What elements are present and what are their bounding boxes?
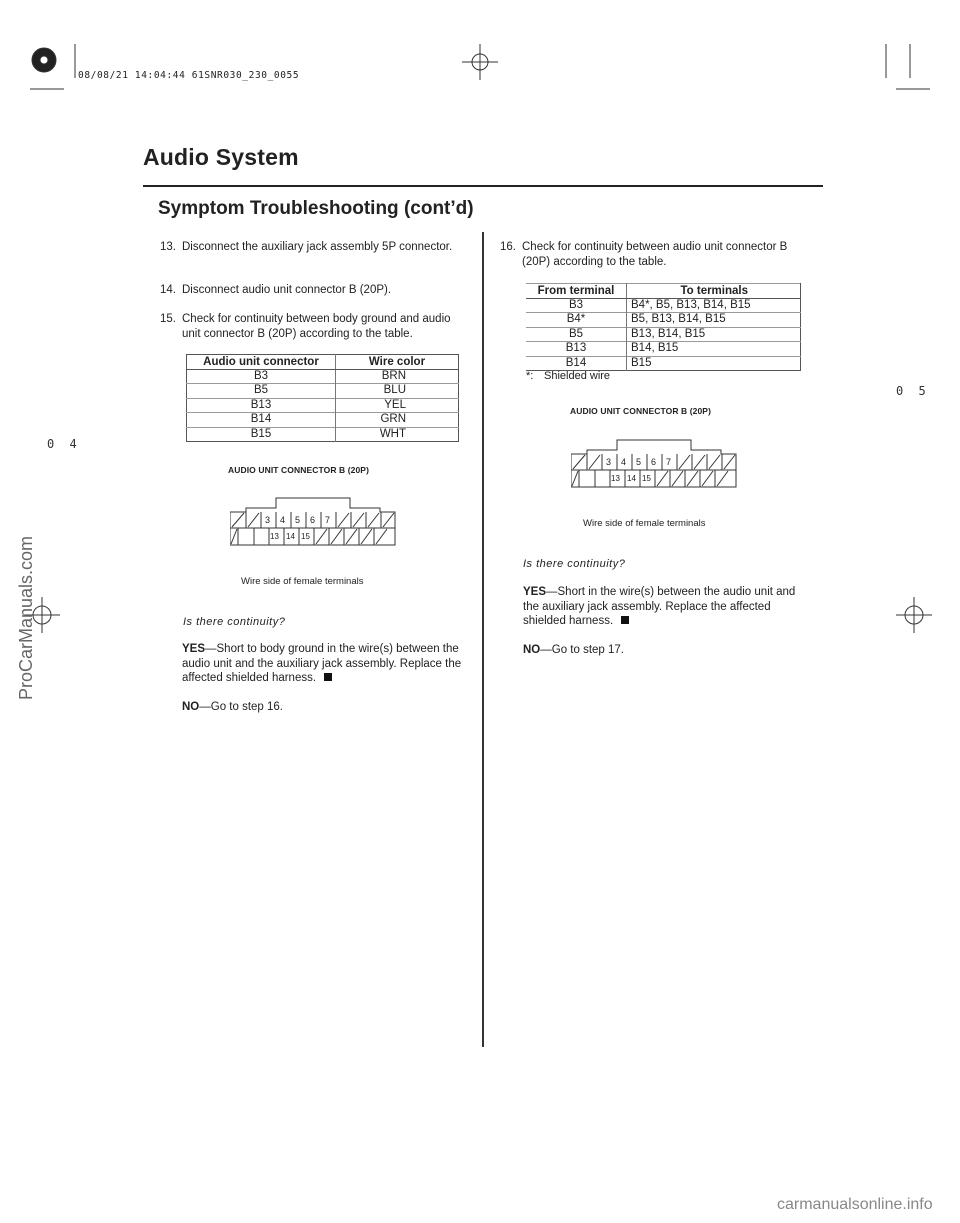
pin-number: 7 xyxy=(666,457,672,467)
table-cell: B13, B14, B15 xyxy=(627,327,801,341)
table-cell: B14 xyxy=(187,413,336,427)
table-header: To terminals xyxy=(627,284,801,299)
dash: — xyxy=(205,643,217,655)
step-text: Check for continuity between body ground and audio unit connector B (20P) according to the table. xyxy=(182,313,451,340)
table-cell: B5 xyxy=(526,327,627,341)
pin-number: 3 xyxy=(265,515,271,525)
title-rule xyxy=(143,185,823,187)
step-13 xyxy=(160,240,465,255)
dash: — xyxy=(540,644,552,656)
section-subtitle: Symptom Troubleshooting (cont’d) xyxy=(158,198,474,219)
table-row xyxy=(526,313,801,327)
yes-text: Short in the wire(s) between the audio unit and the auxiliary jack assembly. Replace the affected shielded harness. xyxy=(523,586,796,627)
no-result xyxy=(523,643,803,658)
step-text: Check for continuity between audio unit connector B (20P) according to the table. xyxy=(522,241,788,268)
table-row xyxy=(187,384,459,398)
pin-number: 13 xyxy=(611,474,620,483)
pin-number: 13 xyxy=(270,532,279,541)
no-label: NO xyxy=(182,701,200,713)
end-mark-icon xyxy=(621,616,629,624)
pin-number: 5 xyxy=(636,457,642,467)
connector-diagram xyxy=(230,494,396,546)
table-cell: B4* xyxy=(526,313,627,327)
table-cell: B4*, B5, B13, B14, B15 xyxy=(627,299,801,313)
footnote-mark: *: xyxy=(526,370,534,382)
page-marker-right: 0 5 xyxy=(896,384,930,398)
no-result xyxy=(182,700,464,715)
yes-label: YES xyxy=(523,586,547,598)
pin-number: 7 xyxy=(325,515,331,525)
table-cell: B3 xyxy=(187,370,336,384)
no-text: Go to step 17. xyxy=(551,644,624,656)
no-text: Go to step 16. xyxy=(210,701,283,713)
table-header: From terminal xyxy=(526,284,627,299)
table-row xyxy=(187,413,459,427)
no-label: NO xyxy=(523,644,541,656)
connector-caption: Wire side of female terminals xyxy=(583,518,706,529)
table-cell: B5 xyxy=(187,384,336,398)
table-header: Audio unit connector xyxy=(187,355,336,370)
table-row xyxy=(526,299,801,313)
table-cell: B14 xyxy=(526,356,627,370)
pin-number: 15 xyxy=(301,532,310,541)
page-title: Audio System xyxy=(143,144,299,170)
table-cell: B3 xyxy=(526,299,627,313)
table-cell: BRN xyxy=(336,370,459,384)
footnote-text: Shielded wire xyxy=(544,370,611,382)
step-16 xyxy=(500,240,805,270)
pin-number: 4 xyxy=(280,515,286,525)
step-number: 13. xyxy=(160,241,176,253)
page-marker-left: 0 4 xyxy=(47,437,81,451)
yes-label: YES xyxy=(182,643,206,655)
yes-text: Short to body ground in the wire(s) between the audio unit and the auxiliary jack assembly. Replace the affected shielded harness. xyxy=(182,643,462,684)
side-watermark: ProCarManuals.com xyxy=(16,535,36,700)
pin-number: 14 xyxy=(627,474,636,483)
table-row xyxy=(187,427,459,441)
pin-number: 6 xyxy=(310,515,316,525)
pin-number: 3 xyxy=(606,457,612,467)
footer-watermark: carmanualsonline.info xyxy=(777,1196,933,1213)
table-header: Wire color xyxy=(336,355,459,370)
connector-label: AUDIO UNIT CONNECTOR B (20P) xyxy=(228,465,370,475)
table-cell: B5, B13, B14, B15 xyxy=(627,313,801,327)
table-cell: B13 xyxy=(526,342,627,356)
pin-number: 15 xyxy=(642,474,651,483)
step-number: 15. xyxy=(160,313,176,325)
step-number: 16. xyxy=(500,241,516,253)
table-row xyxy=(526,327,801,341)
table-row xyxy=(526,342,801,356)
dash: — xyxy=(546,586,558,598)
question: Is there continuity? xyxy=(523,558,626,570)
end-mark-icon xyxy=(324,673,332,681)
table-cell: YEL xyxy=(336,398,459,412)
table-cell: B15 xyxy=(627,356,801,370)
continuity-table-ground xyxy=(186,354,459,442)
table-row xyxy=(187,398,459,412)
column-divider xyxy=(482,232,484,1047)
dash: — xyxy=(199,701,211,713)
pin-number: 5 xyxy=(295,515,301,525)
step-text: Disconnect the auxiliary jack assembly 5P connector. xyxy=(182,241,453,253)
yes-result xyxy=(523,585,803,629)
pin-number: 4 xyxy=(621,457,627,467)
step-15 xyxy=(160,312,465,342)
question: Is there continuity? xyxy=(183,616,286,628)
table-row xyxy=(187,370,459,384)
pin-number: 14 xyxy=(286,532,295,541)
step-14 xyxy=(160,283,465,298)
continuity-table-terminals xyxy=(526,283,801,371)
footnote xyxy=(526,369,610,384)
table-cell: B15 xyxy=(187,427,336,441)
table-cell: B14, B15 xyxy=(627,342,801,356)
table-cell: B13 xyxy=(187,398,336,412)
step-number: 14. xyxy=(160,284,176,296)
connector-diagram xyxy=(571,436,737,488)
table-cell: WHT xyxy=(336,427,459,441)
connector-caption: Wire side of female terminals xyxy=(241,576,364,587)
table-cell: BLU xyxy=(336,384,459,398)
step-text: Disconnect audio unit connector B (20P). xyxy=(182,284,392,296)
table-cell: GRN xyxy=(336,413,459,427)
yes-result xyxy=(182,642,464,686)
print-stamp: 08/08/21 14:04:44 61SNR030_230_0055 xyxy=(78,70,300,81)
connector-label: AUDIO UNIT CONNECTOR B (20P) xyxy=(570,406,712,416)
pin-number: 6 xyxy=(651,457,657,467)
